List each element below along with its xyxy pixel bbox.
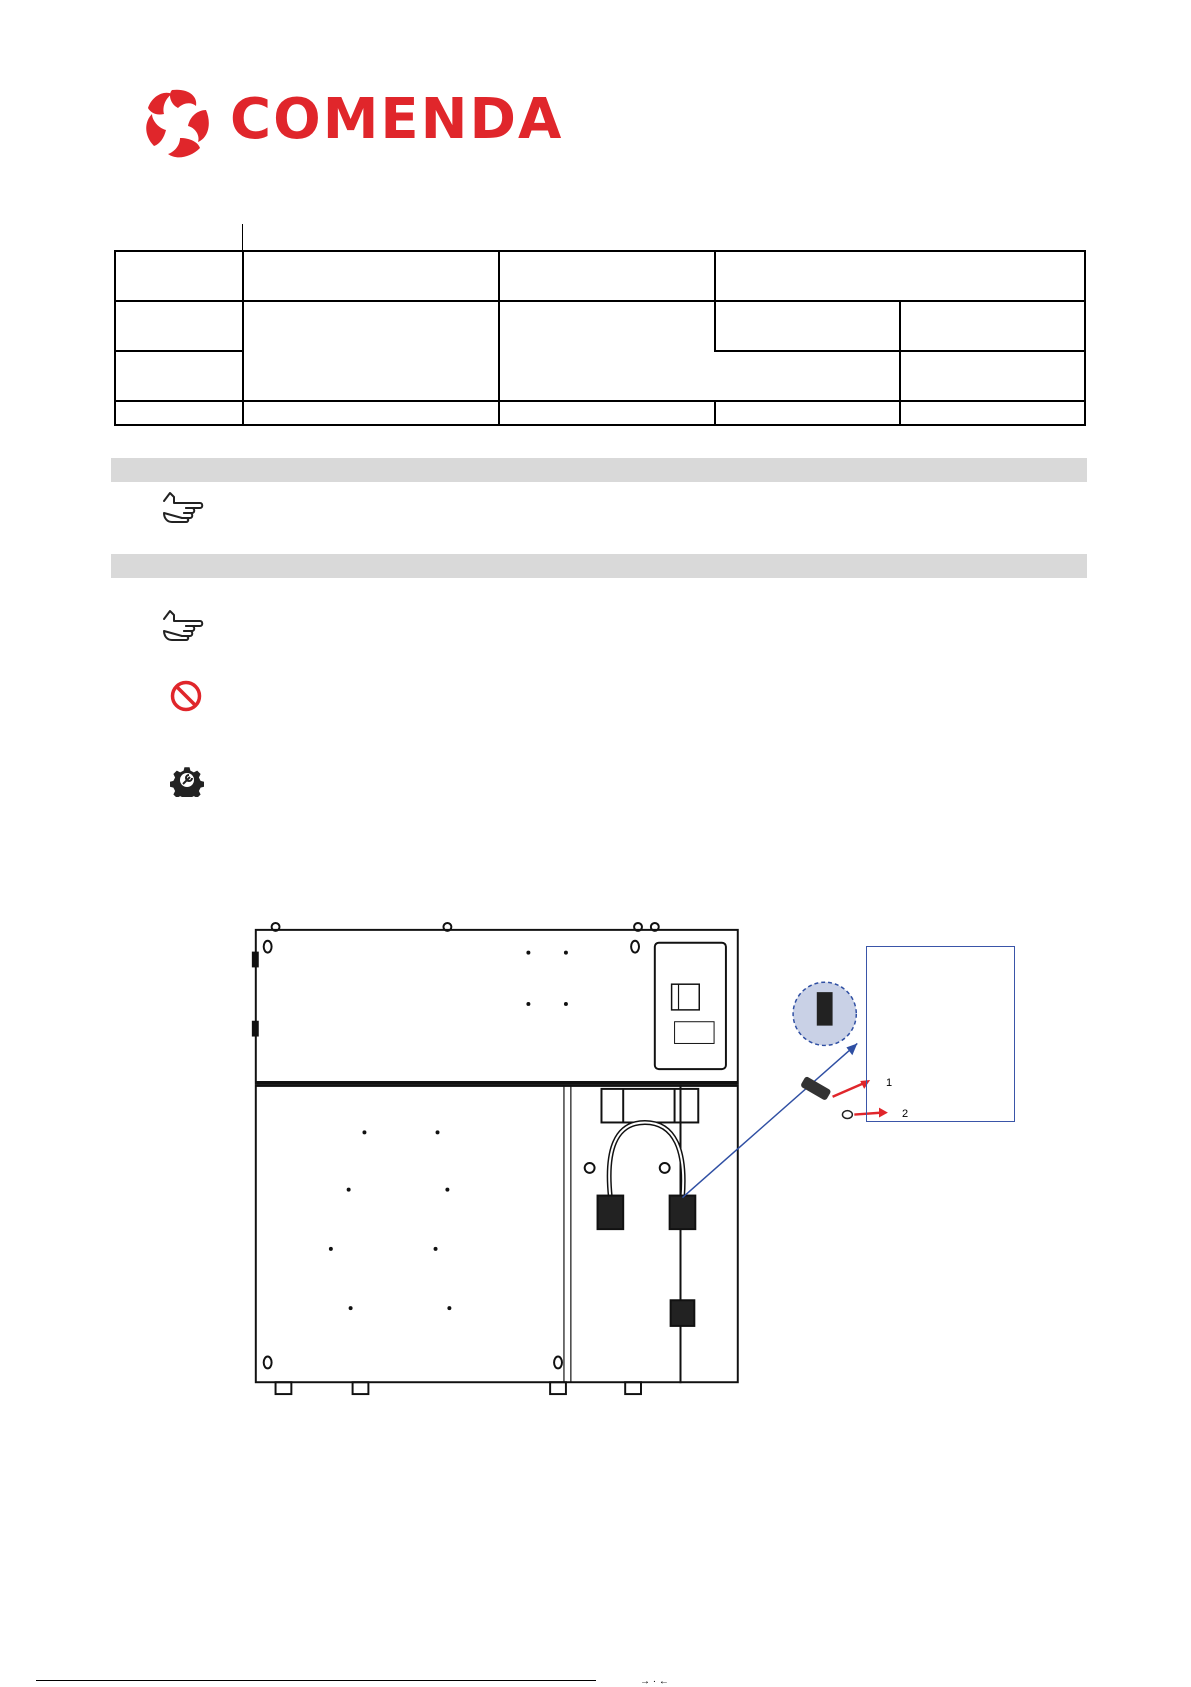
callout-number: 1	[886, 1077, 893, 1089]
table-cell	[715, 351, 900, 401]
table-cell	[900, 301, 1085, 351]
footer-mark: → · ←	[640, 1676, 669, 1687]
table-cell	[243, 251, 499, 301]
table-cell	[715, 251, 1085, 301]
upper-housing	[256, 930, 738, 1084]
table-cell	[115, 401, 243, 425]
table-cell	[499, 251, 715, 301]
table-row	[115, 251, 1085, 301]
control-panel	[655, 943, 726, 1069]
callout-number: 2	[902, 1108, 909, 1120]
footer-rule	[36, 1680, 596, 1681]
table-cell	[115, 251, 243, 301]
table-cell	[115, 301, 243, 351]
brand-name: COMENDA	[230, 87, 564, 152]
spec-table	[114, 250, 1086, 426]
table-row	[115, 401, 1085, 425]
table-cell	[243, 401, 499, 425]
table-cell	[900, 351, 1085, 401]
callout-text-box	[866, 946, 1015, 1122]
table-cell	[499, 301, 715, 401]
table-cell	[715, 301, 900, 351]
detail-leader-line	[682, 1043, 857, 1197]
table-cell	[115, 351, 243, 401]
table-cell	[499, 401, 715, 425]
pointing-hand-icon	[160, 605, 206, 643]
table-row	[115, 301, 1085, 351]
comenda-logo-icon	[128, 86, 228, 161]
table-header-tick	[242, 224, 243, 250]
section-header-bar	[111, 458, 1087, 482]
table-cell	[715, 401, 900, 425]
section-header-bar	[111, 554, 1087, 578]
prohibited-icon	[169, 679, 203, 713]
table-cell	[243, 301, 499, 401]
pointing-hand-icon	[160, 487, 206, 525]
gear-wrench-icon	[170, 763, 204, 797]
table-cell	[900, 401, 1085, 425]
company-logo	[128, 86, 648, 161]
power-switch	[672, 984, 700, 1010]
